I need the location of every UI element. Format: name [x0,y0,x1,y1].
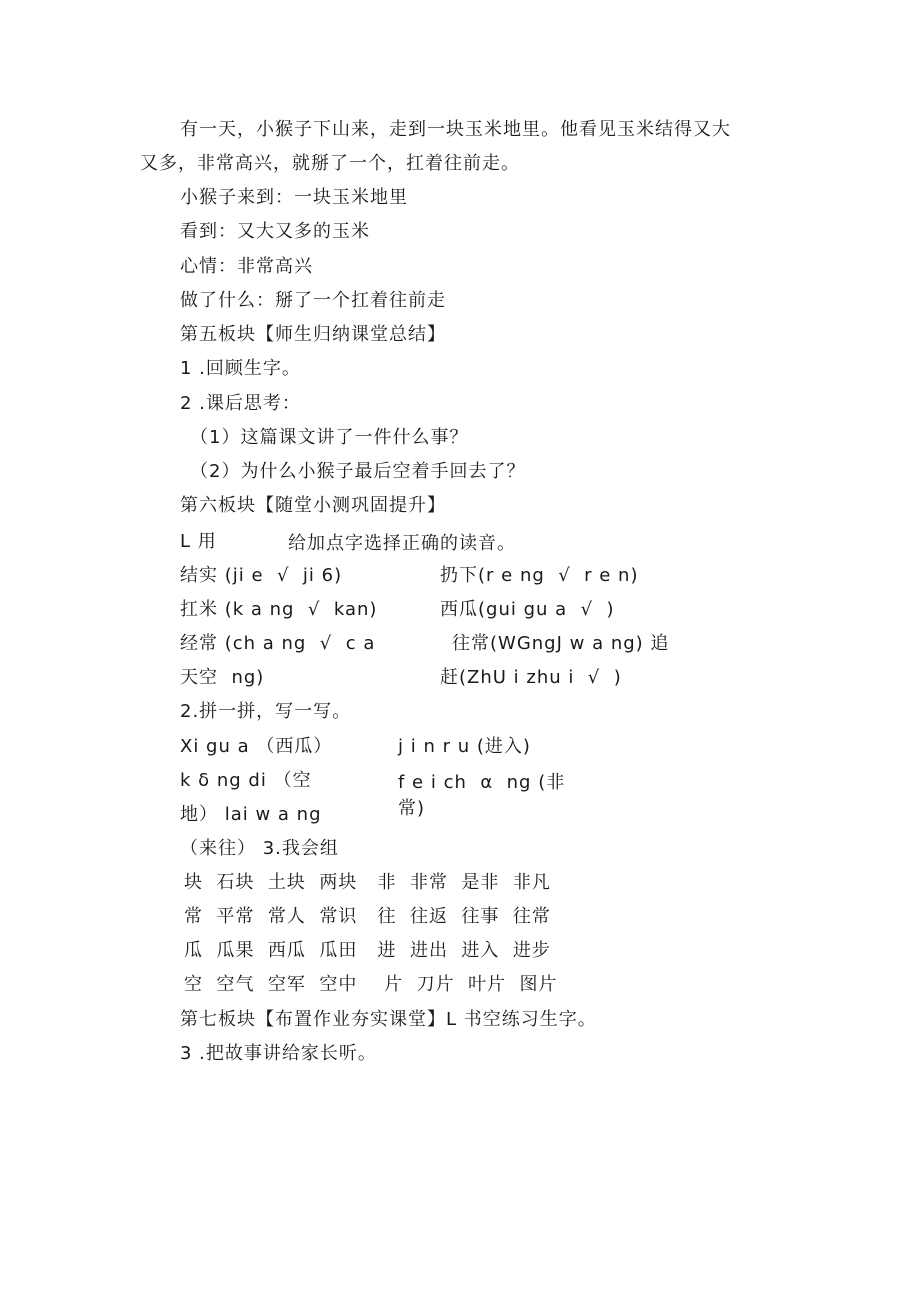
section5-item-2: 2 .课后思考： [180,393,301,414]
section6-q2-title: 2.拼一拼，写一写。 [180,701,352,722]
pinyin-write-row1-right: j i n r u (进入) [398,736,531,757]
pinyin-right-3: 往常(WGngJ w a ng) 追 [452,633,670,654]
pinyin-write-row4: （来往） 3.我会组 [180,838,339,859]
pinyin-write-row1-left: Xi gu a （西瓜） [180,736,333,757]
pinyin-left-4: 天空 ng) [180,667,265,688]
fact-saw: 看到：又大又多的玉米 [180,221,370,242]
pinyin-left-3: 经常 (ch a ng √ c a [180,633,376,654]
intro-line-1: 有一天，小猴子下山来，走到一块玉米地里。他看见玉米结得又大 [180,119,731,140]
pinyin-write-row2-left: k δ ng di （空 [180,770,312,791]
intro-line-2: 又多，非常高兴，就掰了一个，扛着往前走。 [140,153,520,174]
pinyin-left-1: 结实 (ji e √ ji 6) [180,565,343,586]
pinyin-left-2: 扛米 (k a ng √ kan) [180,599,378,620]
word-group-row-2: 常 平常 常人 常识 往 往返 往事 往常 [184,906,551,927]
pinyin-write-row2-right: f e i ch α ng (非 [398,772,566,793]
pinyin-write-row3-left: 地） lai w a ng [180,804,322,825]
word-group-row-1: 块 石块 土块 两块 非 非常 是非 非凡 [184,872,551,893]
pinyin-right-1: 扔下(r e ng √ r e n) [440,565,639,586]
section5-question-1: （1）这篇课文讲了一件什么事？ [190,427,469,448]
section6-title: 第六板块【随堂小测巩固提升】 [180,495,446,516]
section6-q1-text: 给加点字选择正确的读音。 [288,533,516,554]
fact-action: 做了什么：掰了一个扛着往前走 [180,290,446,311]
section7-title: 第七板块【布置作业夯实课堂】L 书空练习生字。 [180,1009,597,1030]
word-group-row-4: 空 空气 空军 空中 片 刀片 叶片 图片 [184,974,558,995]
section6-q1-prefix: L 用 [180,531,217,552]
section5-item-1: 1 .回顾生字。 [180,358,301,379]
word-group-row-3: 瓜 瓜果 西瓜 瓜田 进 进出 进入 进步 [184,940,551,961]
section7-item-3: 3 .把故事讲给家长听。 [180,1043,377,1064]
pinyin-right-4: 赶(ZhU i zhu i √ ) [440,667,622,688]
section5-question-2: （2）为什么小猴子最后空着手回去了？ [190,461,526,482]
fact-mood: 心情：非常高兴 [180,256,313,277]
pinyin-right-2: 西瓜(gui gu a √ ) [440,599,615,620]
fact-place: 小猴子来到：一块玉米地里 [180,187,408,208]
pinyin-write-row3-right: 常) [398,798,426,819]
section5-title: 第五板块【师生归纳课堂总结】 [180,324,446,345]
